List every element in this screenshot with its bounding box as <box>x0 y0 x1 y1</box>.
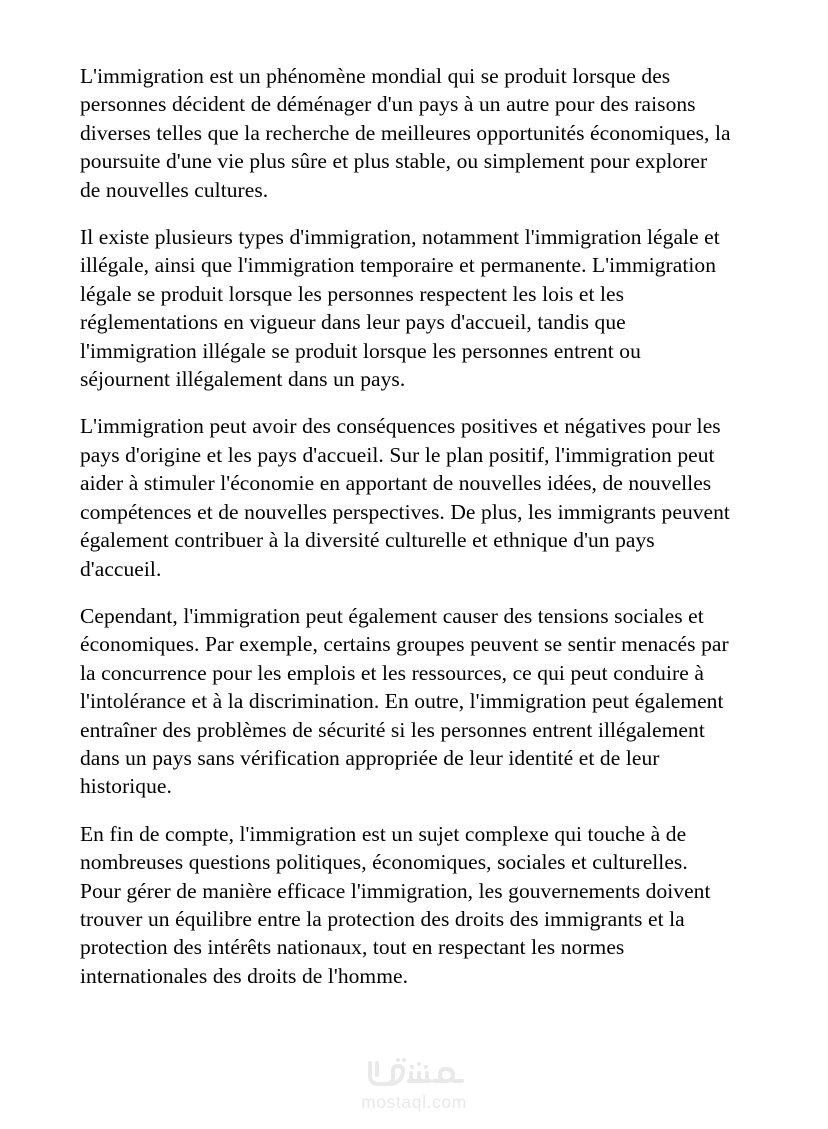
mostaql-domain-text: mostaql.com <box>361 1092 467 1112</box>
paragraph: Cependant, l'immigration peut également causer des tensions sociales et économiques. Par exemple, certains groupes peuvent se sentir menacés par la concurrence pour les emplois et les ressources, ce qui peut conduire à l'intolérance et à la discrimination. En outre, l'immigration peut également entraîner des problèmes de sécurité si les personnes entrent illégalement dans un pays sans vérification appropriée de leur identité et de leur historique. <box>80 603 729 799</box>
paragraph: En fin de compte, l'immigration est un sujet complexe qui touche à de nombreuses questions politiques, économiques, sociales et culturelles. Pour gérer de manière efficace l'immigration, les gouvernements doivent trouver un équilibre entre la protection des droits des immigrants et la protection des intérêts nationaux, tout en respectant les normes internationales des droits de l'homme. <box>80 821 711 988</box>
mostaql-watermark <box>0 1055 828 1112</box>
document-text-body <box>80 62 732 990</box>
mostaql-logo-icon <box>355 1055 473 1093</box>
paragraph: L'immigration peut avoir des conséquences positives et négatives pour les pays d'origine et les pays d'accueil. Sur le plan positif, l'immigration peut aider à stimuler l'économie en apportant de nouvelles idées, de nouvelles compétences et de nouvelles perspectives. De plus, les immigrants peuvent également contribuer à la diversité culturelle et ethnique d'un pays d'accueil. <box>80 414 730 581</box>
paragraph: L'immigration est un phénomène mondial qui se produit lorsque des personnes décident de déménager d'un pays à un autre pour des raisons diverses telles que la recherche de meilleures opportunités économiques, la poursuite d'une vie plus sûre et plus stable, ou simplement pour explorer de nouvelles cultures. <box>80 64 731 202</box>
paragraph: Il existe plusieurs types d'immigration, notamment l'immigration légale et illégale, ainsi que l'immigration temporaire et permanente. L'immigration légale se produit lorsque les personnes respectent les lois et les réglementations en vigueur dans leur pays d'accueil, tandis que l'immigration illégale se produit lorsque les personnes entrent ou séjournent illégalement dans un pays. <box>80 225 720 392</box>
